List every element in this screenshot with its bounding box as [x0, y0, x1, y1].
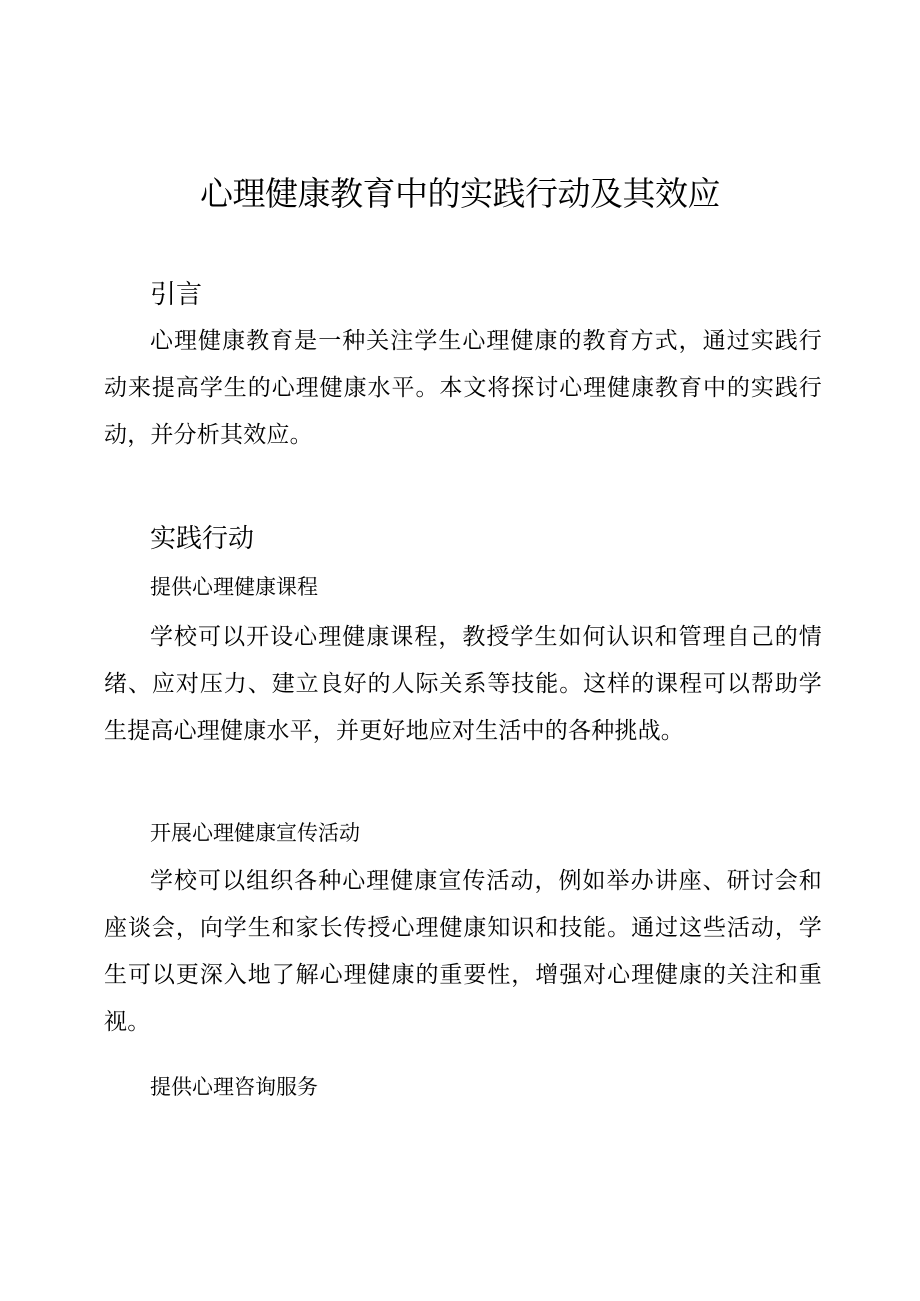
subsection-heading-campaign: 开展心理健康宣传活动: [150, 821, 360, 845]
intro-paragraph: 心理健康教育是一种关注学生心理健康的教育方式，通过实践行动来提高学生的心理健康水平。本文将探讨心理健康教育中的实践行动，并分析其效应。: [104, 328, 822, 448]
document-title: 心理健康教育中的实践行动及其效应: [200, 174, 720, 213]
subsection-heading-courses: 提供心理健康课程: [150, 575, 318, 599]
subsection-heading-counseling: 提供心理咨询服务: [150, 1075, 318, 1099]
section-heading-practice: 实践行动: [150, 524, 255, 554]
campaign-paragraph: 学校可以组织各种心理健康宣传活动，例如举办讲座、研讨会和座谈会，向学生和家长传授心理健康知识和技能。通过这些活动，学生可以更深入地了解心理健康的重要性，增强对心理健康的关注和重视。: [104, 868, 822, 1035]
section-heading-intro: 引言: [150, 280, 203, 310]
courses-paragraph: 学校可以开设心理健康课程，教授学生如何认识和管理自己的情绪、应对压力、建立良好的人际关系等技能。这样的课程可以帮助学生提高心理健康水平，并更好地应对生活中的各种挑战。: [104, 624, 822, 744]
